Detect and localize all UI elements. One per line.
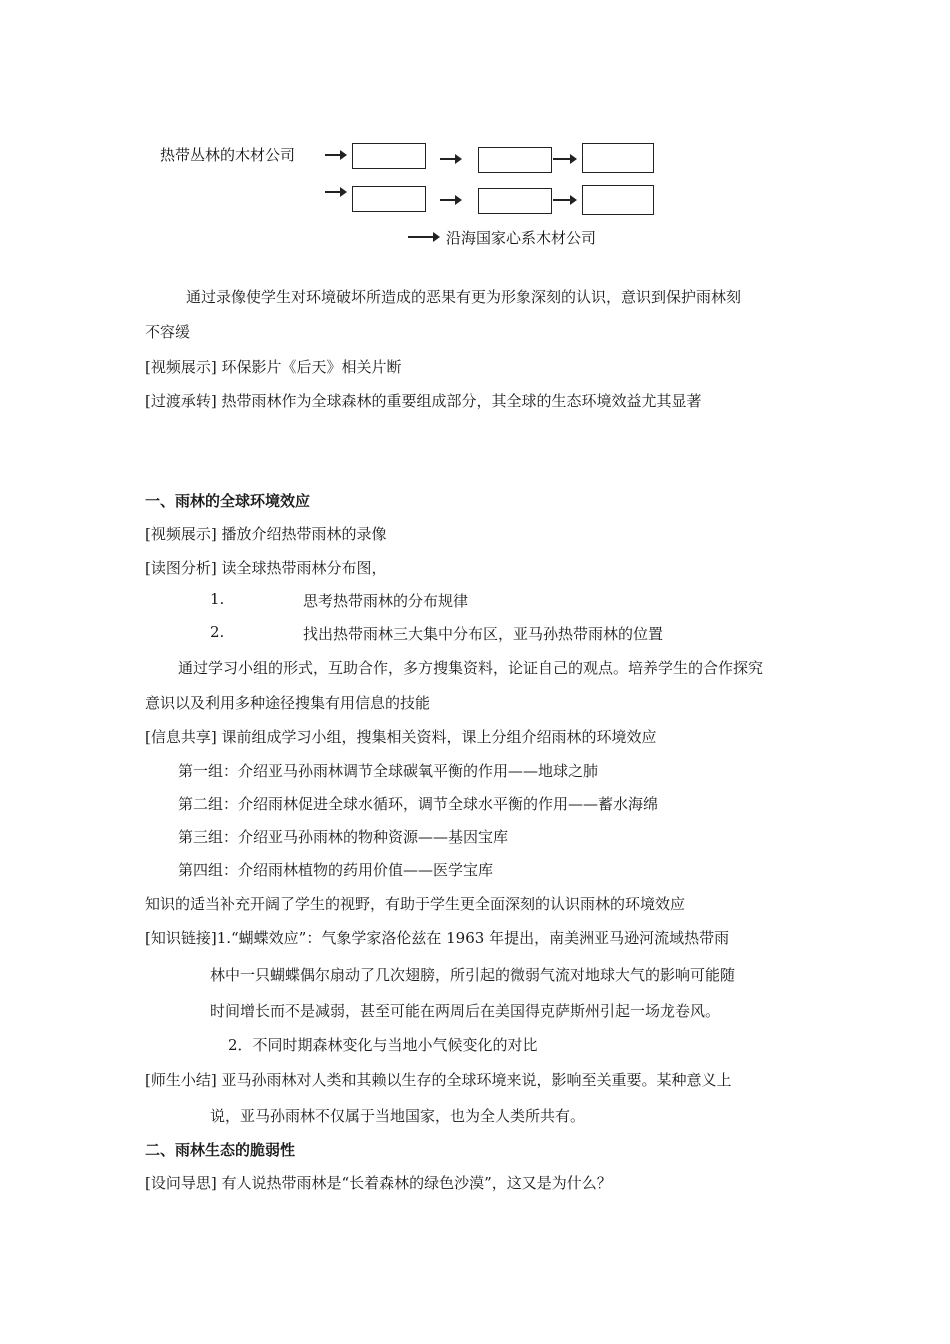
diagram-left-label: 热带丛林的木材公司 bbox=[160, 146, 296, 164]
paragraph-line: [信息共享] 课前组成学习小组，搜集相关资料，课上分组介绍雨林的环境效应 bbox=[145, 728, 657, 746]
diagram-box-5 bbox=[478, 188, 552, 214]
paragraph-line: [读图分析] 读全球热带雨林分布图， bbox=[145, 559, 387, 577]
paragraph-line: 不容缓 bbox=[145, 323, 191, 341]
list-number: 1. bbox=[210, 590, 225, 608]
section-heading: 一、雨林的全球环境效应 bbox=[145, 492, 311, 510]
arrow-icon bbox=[440, 158, 460, 160]
diagram-box-6 bbox=[582, 185, 654, 215]
paragraph-line: 说，亚马孙雨林不仅属于当地国家，也为全人类所共有。 bbox=[210, 1107, 586, 1125]
paragraph-line: [知识链接]1.“蝴蝶效应”：气象学家洛伦兹在 1963 年提出，南美洲亚马逊河流域热带雨 bbox=[145, 929, 730, 947]
arrow-icon bbox=[325, 154, 345, 156]
paragraph-line: 知识的适当补充开阔了学生的视野，有助于学生更全面深刻的认识雨林的环境效应 bbox=[145, 895, 686, 913]
paragraph-line: [设问导思] 有人说热带雨林是“长着森林的绿色沙漠”，这又是为什么？ bbox=[145, 1174, 612, 1192]
paragraph-line: [过渡承转] 热带雨林作为全球森林的重要组成部分，其全球的生态环境效益尤其显著 bbox=[145, 392, 702, 410]
arrow-icon bbox=[408, 236, 438, 238]
paragraph-line: 2．不同时期森林变化与当地小气候变化的对比 bbox=[228, 1036, 538, 1054]
list-item: 思考热带雨林的分布规律 bbox=[303, 592, 469, 610]
list-number: 2. bbox=[210, 623, 225, 641]
section-heading: 二、雨林生态的脆弱性 bbox=[145, 1141, 296, 1159]
arrow-icon bbox=[325, 191, 345, 193]
paragraph-line: [视频展示] 播放介绍热带雨林的录像 bbox=[145, 525, 387, 543]
diagram-box-4 bbox=[352, 186, 426, 212]
paragraph-line: 通过学习小组的形式，互助合作，多方搜集资料，论证自己的观点。培养学生的合作探究 bbox=[178, 659, 764, 677]
diagram-box-3 bbox=[582, 143, 654, 173]
paragraph-line: 第一组：介绍亚马孙雨林调节全球碳氧平衡的作用——地球之肺 bbox=[178, 762, 599, 780]
paragraph-line: 第四组：介绍雨林植物的药用价值——医学宝库 bbox=[178, 861, 494, 879]
diagram-box-1 bbox=[352, 143, 426, 169]
diagram-box-2 bbox=[478, 147, 552, 173]
paragraph-line: 时间增长而不是减弱，甚至可能在两周后在美国得克萨斯州引起一场龙卷风。 bbox=[210, 1002, 721, 1020]
arrow-icon bbox=[553, 158, 575, 160]
diagram-bottom-label: 沿海国家心系木材公司 bbox=[446, 229, 597, 247]
paragraph-line: 第三组：介绍亚马孙雨林的物种资源——基因宝库 bbox=[178, 828, 509, 846]
arrow-icon bbox=[440, 199, 460, 201]
list-item: 找出热带雨林三大集中分布区，亚马孙热带雨林的位置 bbox=[303, 625, 664, 643]
paragraph-line: 第二组：介绍雨林促进全球水循环，调节全球水平衡的作用——蓄水海绵 bbox=[178, 795, 659, 813]
arrow-icon bbox=[553, 199, 575, 201]
paragraph-line: 林中一只蝴蝶偶尔扇动了几次翅膀，所引起的微弱气流对地球大气的影响可能随 bbox=[210, 966, 736, 984]
paragraph-line: [师生小结] 亚马孙雨林对人类和其赖以生存的全球环境来说，影响至关重要。某种意义上 bbox=[145, 1071, 732, 1089]
paragraph-line: 意识以及利用多种途径搜集有用信息的技能 bbox=[145, 694, 431, 712]
paragraph-line: [视频展示] 环保影片《后天》相关片断 bbox=[145, 358, 402, 376]
paragraph-line: 通过录像使学生对环境破坏所造成的恶果有更为形象深刻的认识，意识到保护雨林刻 bbox=[186, 288, 742, 306]
